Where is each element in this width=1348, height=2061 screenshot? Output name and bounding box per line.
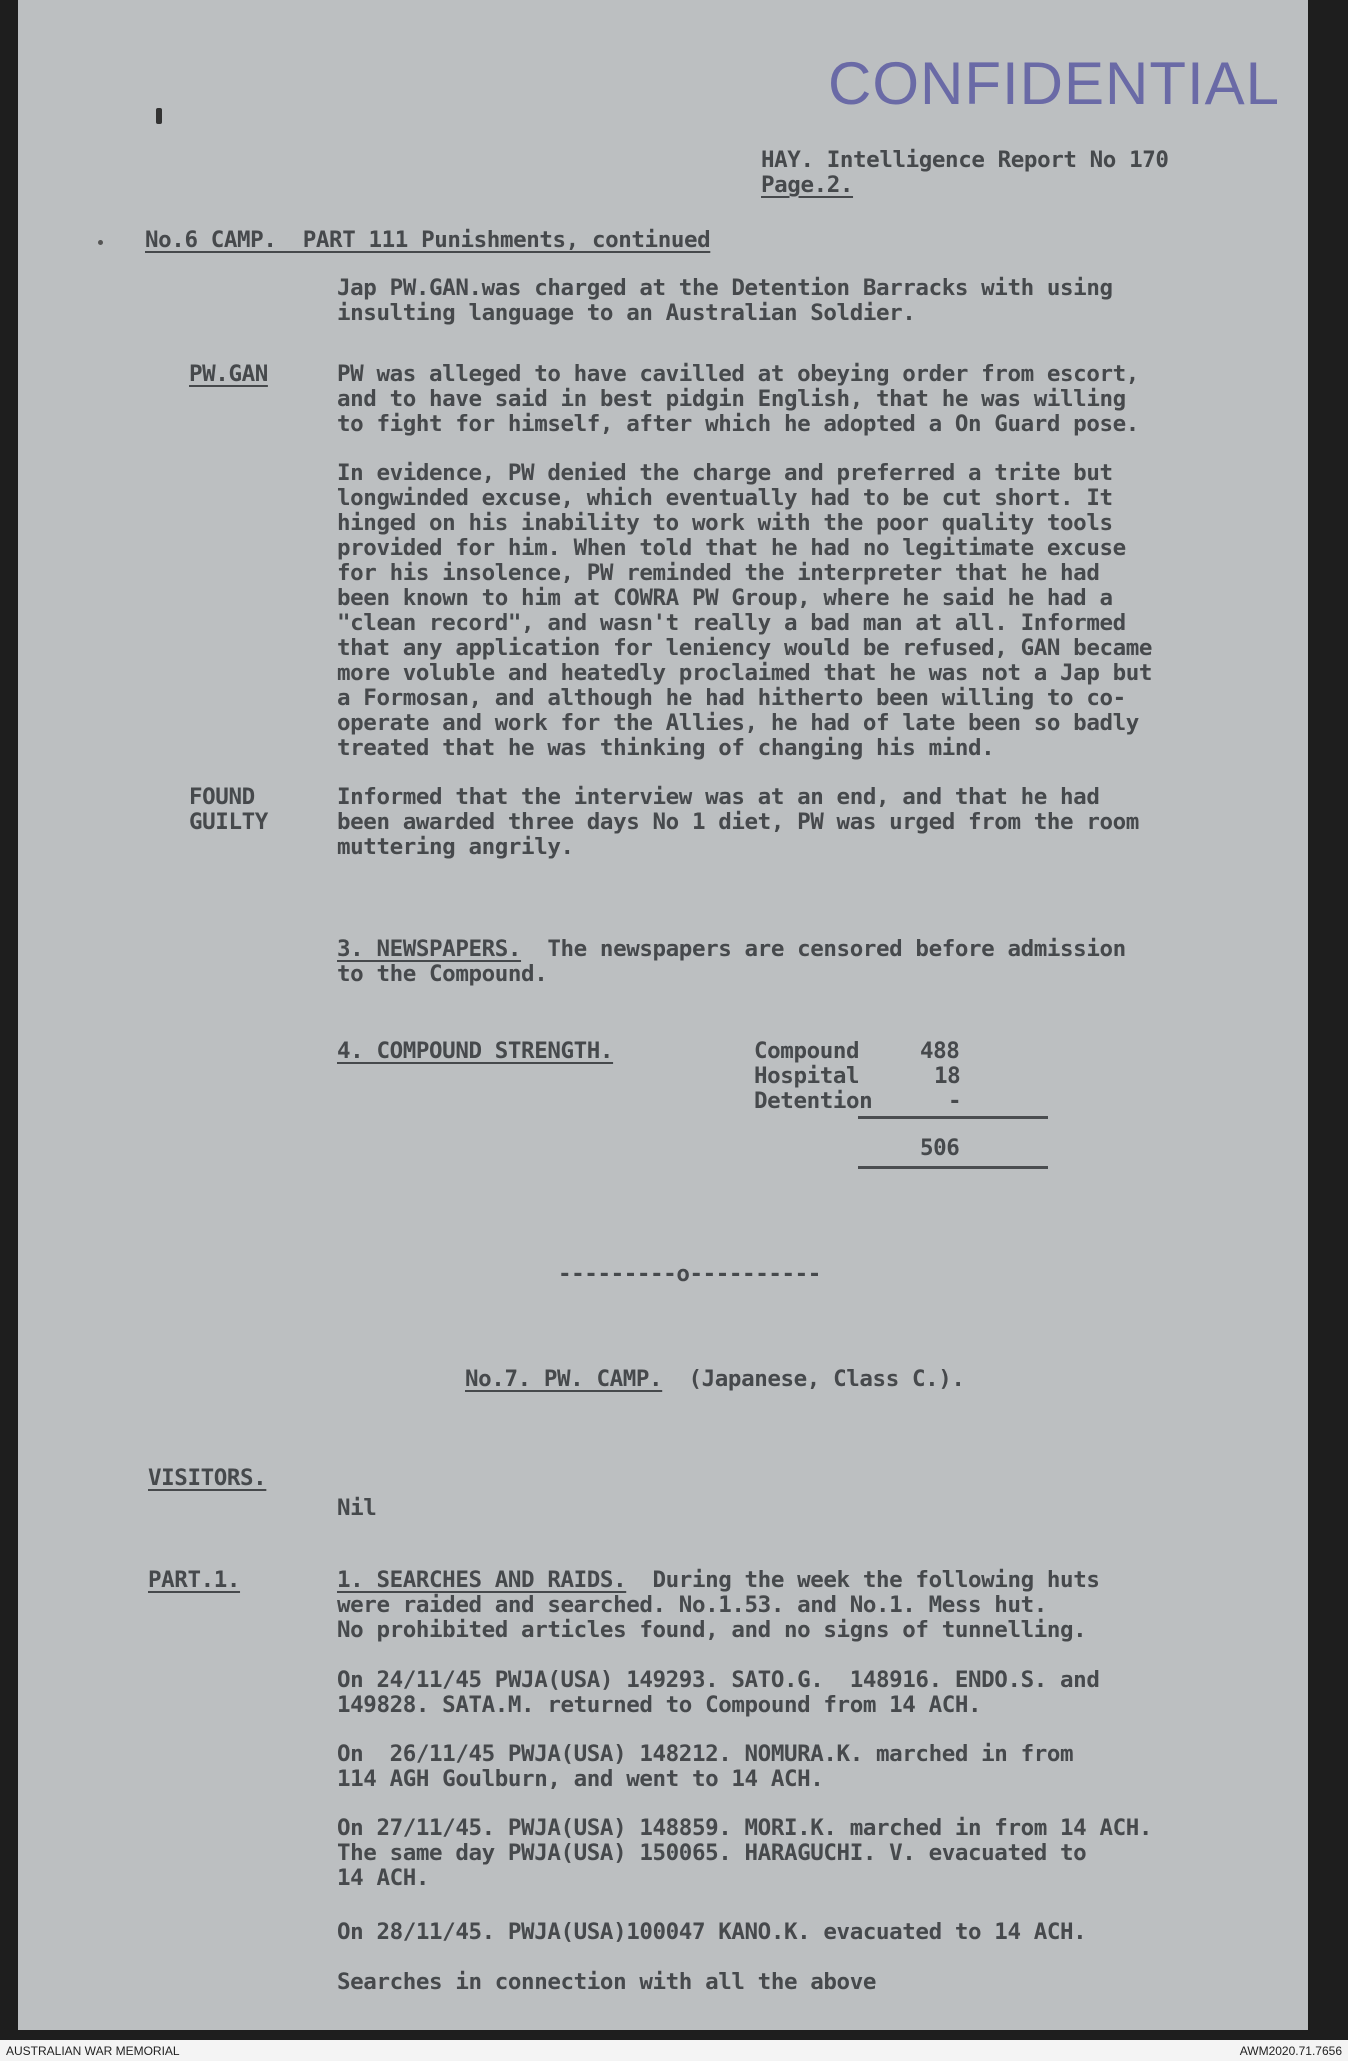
entry-4-line-1: On 28/11/45. PWJA(USA)100047 KANO.K. evacuated to 14 ACH.: [337, 1919, 1087, 1945]
strength-value-hospital: 18: [934, 1063, 961, 1089]
page-number: Page.2.: [761, 172, 854, 198]
verdict-line-1: Informed that the interview was at an end, and that he had: [337, 784, 1100, 810]
entry-3-line-3: 14 ACH.: [337, 1865, 430, 1891]
section-7-heading: No.7. PW. CAMP.: [465, 1366, 663, 1392]
newspapers-heading: 3. NEWSPAPERS.: [337, 936, 522, 962]
strength-value-compound: 488: [920, 1038, 960, 1064]
cutoff-line: Searches in connection with all the above: [337, 1969, 876, 1995]
evidence-line-1: In evidence, PW denied the charge and preferred a trite but: [337, 460, 1113, 486]
footer-institution: AUSTRALIAN WAR MEMORIAL: [6, 2044, 180, 2058]
evidence-line-6: been known to him at COWRA PW Group, where he said he had a: [337, 585, 1113, 611]
margin-dot: [98, 240, 103, 245]
visitors-value: Nil: [337, 1495, 377, 1521]
searches-text-1: During the week the following huts: [626, 1567, 1100, 1593]
report-title: HAY. Intelligence Report No 170: [761, 147, 1169, 173]
section-7-heading-line: [465, 1367, 965, 1392]
document-page: [18, 0, 1308, 2030]
strength-label-compound: Compound: [754, 1038, 860, 1064]
verdict-line-2: been awarded three days No 1 diet, PW was urged from the room: [337, 809, 1139, 835]
entry-1-line-2: 149828. SATA.M. returned to Compound from 14 ACH.: [337, 1692, 982, 1718]
margin-label-pw-gan: PW.GAN: [189, 361, 268, 387]
entry-3-line-2: The same day PWJA(USA) 150065. HARAGUCHI. V. evacuated to: [337, 1840, 1087, 1866]
evidence-line-11: operate and work for the Allies, he had of late been so badly: [337, 710, 1139, 736]
part-1-label: PART.1.: [148, 1567, 241, 1593]
archive-footer: [0, 2040, 1348, 2061]
punch-hole: [156, 108, 162, 124]
intro-line-2: insulting language to an Australian Soldier.: [337, 300, 916, 326]
section-6-heading: No.6 CAMP. PART 111 Punishments, continued: [145, 227, 711, 253]
evidence-line-12: treated that he was thinking of changing his mind.: [337, 735, 995, 761]
strength-label-detention: Detention: [754, 1088, 873, 1114]
searches-line-2: were raided and searched. No.1.53. and No.1. Mess hut.: [337, 1592, 1047, 1618]
strength-value-detention: -: [948, 1088, 962, 1114]
searches-heading: 1. SEARCHES AND RAIDS.: [337, 1567, 627, 1593]
searches-line-1: [337, 1568, 1099, 1593]
searches-line-3: No prohibited articles found, and no signs of tunnelling.: [337, 1617, 1087, 1643]
visitors-label: VISITORS.: [148, 1465, 267, 1491]
evidence-line-9: more voluble and heatedly proclaimed that he was not a Jap but: [337, 660, 1153, 686]
entry-2-line-2: 114 AGH Goulburn, and went to 14 ACH.: [337, 1766, 824, 1792]
evidence-line-4: provided for him. When told that he had no legitimate excuse: [337, 535, 1126, 561]
confidential-stamp: CONFIDENTIAL: [828, 50, 1281, 117]
evidence-line-7: "clean record", and wasn't really a bad man at all. Informed: [337, 610, 1126, 636]
compound-strength-heading: 4. COMPOUND STRENGTH.: [337, 1038, 614, 1064]
verdict-line-3: muttering angrily.: [337, 834, 574, 860]
strength-sum-rule: [858, 1116, 1048, 1119]
newspapers-text-2: to the Compound.: [337, 961, 548, 987]
newspapers-line: [337, 937, 1126, 962]
allegation-line-3: to fight for himself, after which he adopted a On Guard pose.: [337, 411, 1139, 437]
newspapers-text: The newspapers are censored before admission: [521, 936, 1126, 962]
allegation-line-2: and to have said in best pidgin English, that he was willing: [337, 386, 1126, 412]
allegation-line-1: PW was alleged to have cavilled at obeying order from escort,: [337, 361, 1139, 387]
evidence-line-3: hinged on his inability to work with the poor quality tools: [337, 510, 1113, 536]
evidence-line-5: for his insolence, PW reminded the interpreter that he had: [337, 560, 1100, 586]
entry-3-line-1: On 27/11/45. PWJA(USA) 148859. MORI.K. marched in from 14 ACH.: [337, 1815, 1153, 1841]
section-divider: ---------o----------: [558, 1261, 821, 1287]
intro-line-1: Jap PW.GAN.was charged at the Detention Barracks with using: [337, 275, 1113, 301]
entry-1-line-1: On 24/11/45 PWJA(USA) 149293. SATO.G. 148916. ENDO.S. and: [337, 1667, 1100, 1693]
footer-catalogue-id: AWM2020.71.7656: [1239, 2044, 1342, 2058]
strength-label-hospital: Hospital: [754, 1063, 860, 1089]
evidence-line-2: longwinded excuse, which eventually had to be cut short. It: [337, 485, 1113, 511]
evidence-line-10: a Formosan, and although he had hitherto been willing to co-: [337, 685, 1126, 711]
verdict-label-1: FOUND: [189, 784, 255, 810]
section-7-heading-rest: (Japanese, Class C.).: [662, 1366, 965, 1392]
evidence-line-8: that any application for leniency would be refused, GAN became: [337, 635, 1153, 661]
strength-total: 506: [920, 1135, 960, 1161]
strength-total-rule: [858, 1166, 1048, 1169]
entry-2-line-1: On 26/11/45 PWJA(USA) 148212. NOMURA.K. marched in from: [337, 1741, 1074, 1767]
verdict-label-2: GUILTY: [189, 809, 268, 835]
